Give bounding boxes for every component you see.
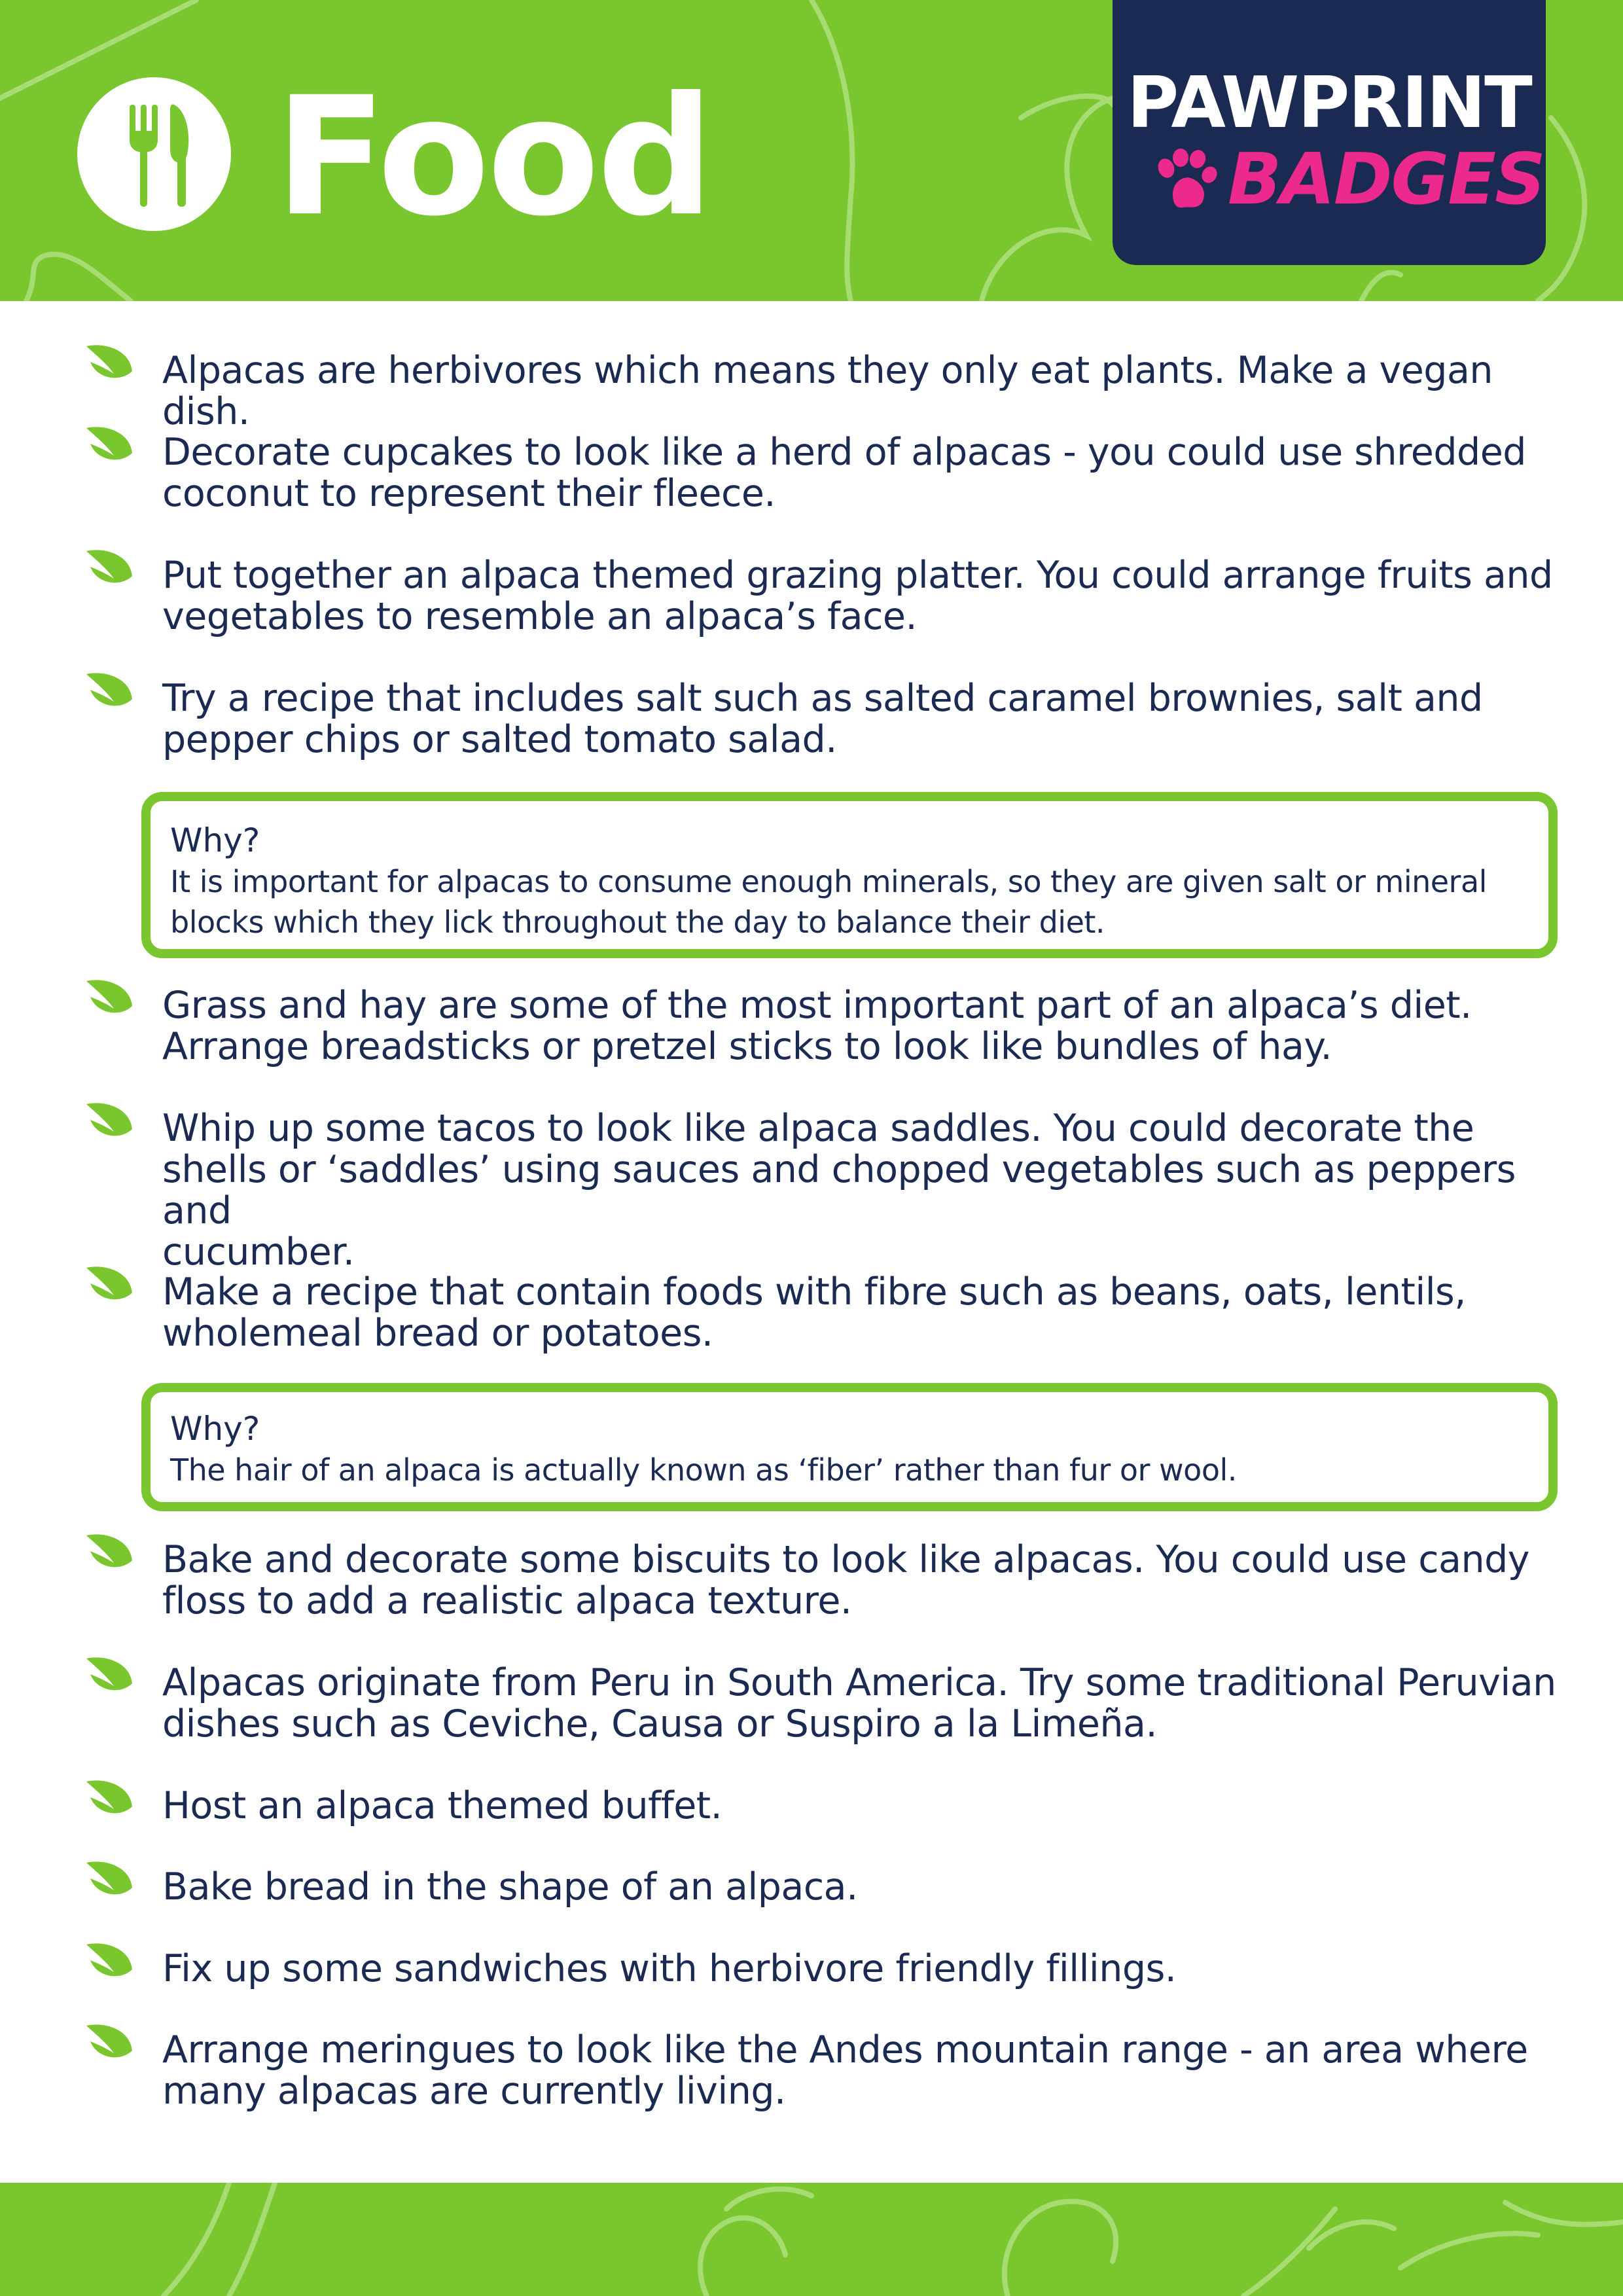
item-text: Grass and hay are some of the most important part of an alpaca’s diet. Arrange breadsticks or pretzel sticks to look like bundles of hay. [162, 984, 1472, 1068]
leaf-icon [84, 2022, 135, 2062]
leaf-icon [84, 342, 135, 383]
why-box [141, 1383, 1558, 1511]
item-text: Put together an alpaca themed grazing platter. You could arrange fruits and vegetables to resemble an alpaca’s face. [162, 554, 1553, 638]
leaf-icon [84, 670, 135, 711]
item-text: Host an alpaca themed buffet. [162, 1784, 722, 1827]
paw-icon [1153, 149, 1219, 211]
item-text: Alpacas are herbivores which means they only eat plants. Make a vegan dish. [162, 349, 1493, 433]
leaf-icon [84, 1532, 135, 1572]
pawprint-badges-logo [1113, 0, 1546, 265]
why-text: It is important for alpacas to consume enough minerals, so they are given salt or mineral blocks which they lick throughout the day to balance their diet. [170, 864, 1487, 940]
why-box [141, 792, 1558, 958]
item-text: Alpacas originate from Peru in South America. Try some traditional Peruvian dishes such as Ceviche, Causa or Suspiro a la Limeña. [162, 1661, 1556, 1746]
leaf-icon [84, 977, 135, 1018]
leaf-icon [84, 1100, 135, 1141]
why-title: Why? [170, 821, 260, 859]
leaf-icon [84, 547, 135, 588]
header-banner [0, 0, 1623, 301]
item-text: Bake and decorate some biscuits to look like alpacas. You could use candy floss to add a realistic alpaca texture. [162, 1538, 1530, 1623]
leaf-icon [84, 1778, 135, 1818]
why-text: The hair of an alpaca is actually known as ‘fiber’ rather than fur or wool. [170, 1452, 1237, 1488]
item-text: Arrange meringues to look like the Andes mountain range - an area where many alpacas are currently living. [162, 2028, 1528, 2113]
item-text: Try a recipe that includes salt such as salted caramel brownies, salt and pepper chips or salted tomato salad. [162, 677, 1483, 761]
doodle-decoration [0, 2183, 1623, 2296]
leaf-icon [84, 1655, 135, 1695]
item-text: Bake bread in the shape of an alpaca. [162, 1865, 858, 1909]
page-title: Food [275, 62, 712, 252]
item-text: Fix up some sandwiches with herbivore friendly fillings. [162, 1947, 1177, 1990]
item-text: Make a recipe that contain foods with fibre such as beans, oats, lentils, wholemeal bread or potatoes. [162, 1270, 1466, 1355]
logo-line-1: PAWPRINT [1127, 62, 1531, 144]
item-text: Decorate cupcakes to look like a herd of alpacas - you could use shredded coconut to represent their fleece. [162, 431, 1526, 515]
why-title: Why? [170, 1410, 260, 1448]
leaf-icon [84, 424, 135, 465]
footer-banner [0, 2183, 1623, 2296]
logo-line-2: BADGES [1228, 139, 1544, 221]
leaf-icon [84, 1264, 135, 1304]
fork-knife-icon [77, 77, 231, 231]
item-text: Whip up some tacos to look like alpaca saddles. You could decorate the shells or ‘saddles’ using sauces and chopped vegetables such as peppers and cucumber. [162, 1107, 1516, 1274]
leaf-icon [84, 1941, 135, 1981]
leaf-icon [84, 1859, 135, 1899]
